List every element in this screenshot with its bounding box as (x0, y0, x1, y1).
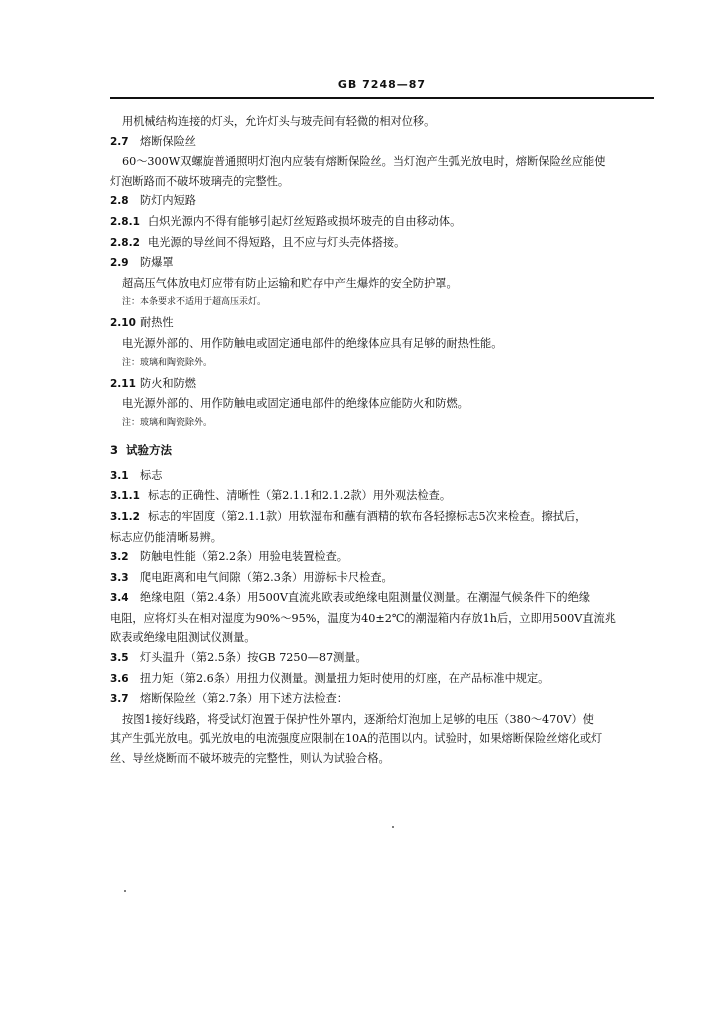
header-rule (110, 97, 654, 99)
clause-2-8-heading (110, 194, 654, 208)
clause-2-8-2 (110, 236, 654, 250)
clause-2-11-text: 电光源外部的、用作防触电或固定通电部件的绝缘体应能防火和防燃。 (122, 397, 469, 411)
clause-2-7-text-line-2: 灯泡断路而不破坏玻璃壳的完整性。 (110, 174, 290, 188)
clause-number: 2.7 (110, 135, 129, 148)
paragraph-continuation: 用机械结构连接的灯头，允许灯头与玻壳间有轻微的相对位移。 (122, 115, 436, 128)
document-code-header: GB 7248—87 (337, 78, 427, 91)
section-title: 试验方法 (126, 442, 173, 457)
clause-2-7-text-line-1: 60～300W双螺旋普通照明灯泡内应装有熔断保险丝。当灯泡产生弧光放电时，熔断保险丝应能使 (122, 155, 606, 169)
clause-text: 电光源的导丝间不得短路，且不应与灯头壳体搭接。 (148, 235, 406, 249)
clause-3-1-1 (110, 489, 654, 503)
clause-3-4 (110, 591, 654, 605)
section-number: 3 (110, 442, 119, 457)
clause-3-7-text-line-3: 丝、导丝烧断而不破坏玻壳的完整性，则认为试验合格。 (110, 752, 390, 766)
clause-text: 绝缘电阻（第2.4条）用500V直流兆欧表或绝缘电阻测量仪测量。在潮湿气候条件下的绝缘 (140, 591, 590, 605)
clause-text: 防触电性能（第2.2条）用验电装置检查。 (140, 550, 348, 564)
clause-text: 标志的正确性、清晰性（第2.1.1和2.1.2款）用外观法检查。 (148, 489, 452, 503)
clause-number: 2.9 (110, 257, 129, 270)
clause-3-4-continuation-1: 电阻，应将灯头在相对湿度为90%～95%，温度为40±2℃的潮湿箱内存放1h后，立即用500V直流兆 (110, 611, 616, 625)
clause-number: 3.1 (110, 469, 129, 482)
clause-number: 3.3 (110, 571, 129, 584)
clause-3-4-continuation-2: 欧表或绝缘电阻测试仪测量。 (110, 631, 256, 645)
clause-number: 3.1.2 (110, 510, 140, 523)
clause-3-3 (110, 571, 654, 585)
clause-2-8-1 (110, 215, 654, 229)
clause-number: 3.4 (110, 592, 129, 605)
clause-2-10-note: 注：玻璃和陶瓷除外。 (122, 357, 213, 368)
section-3-heading (110, 443, 654, 457)
clause-title: 防爆罩 (140, 256, 174, 270)
clause-number: 3.2 (110, 551, 129, 564)
clause-text: 白炽光源内不得有能够引起灯丝短路或损坏玻壳的自由移动体。 (148, 214, 462, 228)
clause-number: 2.10 (110, 317, 136, 330)
clause-number: 3.6 (110, 672, 129, 685)
clause-3-5 (110, 651, 654, 665)
clause-text: 标志的牢固度（第2.1.1款）用软湿布和蘸有酒精的软布各轻擦标志5次来检查。擦拭后， (148, 509, 587, 523)
clause-text: 扭力矩（第2.6条）用扭力仪测量。测量扭力矩时使用的灯座，在产品标准中规定。 (140, 671, 550, 685)
clause-text: 爬电距离和电气间隙（第2.3条）用游标卡尺检查。 (140, 570, 393, 584)
clause-3-6 (110, 672, 654, 686)
clause-title: 耐热性 (140, 316, 174, 330)
clause-2-7-heading (110, 135, 654, 149)
clause-text: 灯头温升（第2.5条）按GB 7250—87测量。 (140, 651, 367, 665)
clause-title: 防火和防燃 (140, 376, 196, 390)
clause-number: 3.1.1 (110, 490, 140, 503)
clause-text: 熔断保险丝（第2.7条）用下述方法检查： (140, 692, 348, 706)
clause-2-9-heading (110, 256, 654, 270)
clause-2-11-heading (110, 377, 654, 391)
clause-2-11-note: 注：玻璃和陶瓷除外。 (122, 417, 213, 428)
clause-number: 2.11 (110, 377, 136, 390)
clause-3-1-heading (110, 469, 654, 483)
clause-number: 2.8.1 (110, 215, 140, 228)
scan-speck (392, 826, 394, 828)
scan-speck (124, 890, 126, 892)
clause-title: 防灯内短路 (140, 194, 196, 208)
clause-3-7-text-line-1: 按图1接好线路，将受试灯泡置于保护性外罩内，逐渐给灯泡加上足够的电压（380～470V）使 (122, 712, 594, 726)
clause-number: 3.5 (110, 652, 129, 665)
clause-2-10-heading (110, 316, 654, 330)
clause-3-7 (110, 692, 654, 706)
clause-number: 2.8 (110, 195, 129, 208)
clause-3-2 (110, 550, 654, 564)
clause-3-7-text-line-2: 其产生弧光放电。弧光放电的电流强度应限制在10A的范围以内。试验时，如果熔断保险丝熔化或灯 (110, 732, 603, 746)
document-body (110, 115, 654, 772)
clause-number: 3.7 (110, 693, 129, 706)
clause-number: 2.8.2 (110, 236, 140, 249)
clause-title: 熔断保险丝 (140, 134, 196, 148)
clause-3-1-2-continuation: 标志应仍能清晰易辨。 (110, 530, 222, 544)
clause-2-9-note: 注：本条要求不适用于超高压汞灯。 (122, 297, 267, 308)
clause-title: 标志 (140, 468, 163, 482)
clause-2-10-text: 电光源外部的、用作防触电或固定通电部件的绝缘体应具有足够的耐热性能。 (122, 336, 503, 350)
clause-3-1-2 (110, 510, 654, 524)
clause-2-9-text: 超高压气体放电灯应带有防止运输和贮存中产生爆炸的安全防护罩。 (122, 276, 458, 290)
